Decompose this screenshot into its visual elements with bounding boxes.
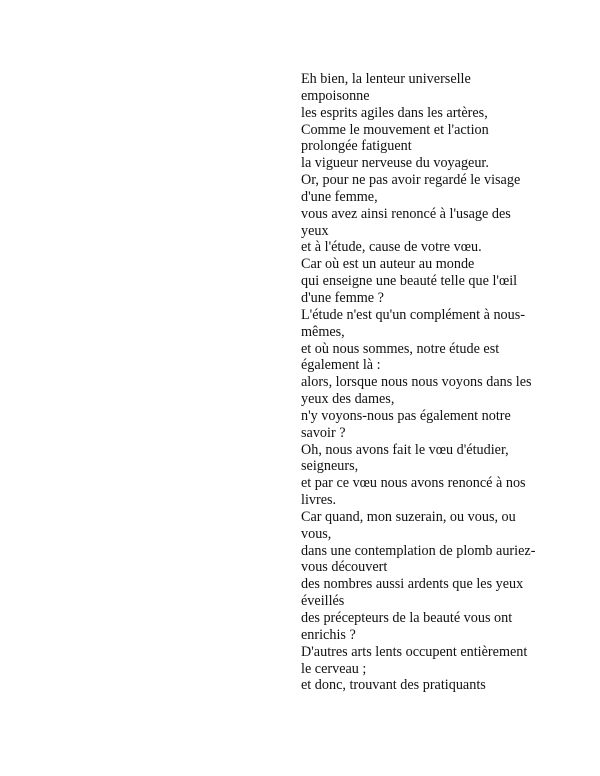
verse-line: la vigueur nerveuse du voyageur. — [301, 155, 489, 172]
verse-line: et à l'étude, cause de votre vœu. — [301, 239, 482, 256]
verse-line: Eh bien, la lenteur universelle empoisonne — [301, 71, 471, 104]
verse-block — [301, 71, 537, 694]
verse-line: vous avez ainsi renoncé à l'usage des yeux — [301, 205, 511, 239]
verse-line: dans une contemplation de plomb auriez-vous découvert — [301, 542, 536, 576]
verse-line: les esprits agiles dans les artères, — [301, 104, 488, 121]
verse-line: des nombres aussi ardents que les yeux éveillés — [301, 576, 524, 610]
verse-line: L'étude n'est qu'un complément à nous-mêmes, — [301, 306, 525, 340]
verse-line: D'autres arts lents occupent entièrement le cerveau ; — [301, 643, 528, 677]
verse-line: alors, lorsque nous nous voyons dans les yeux des dames, — [301, 374, 532, 408]
verse-line: Car où est un auteur au monde — [301, 256, 475, 273]
verse-line: Or, pour ne pas avoir regardé le visage d'une femme, — [301, 172, 521, 205]
verse-line: et par ce vœu nous avons renoncé à nos livres. — [301, 475, 526, 509]
verse-line: et où nous sommes, notre étude est également là : — [301, 340, 500, 374]
verse-line: et donc, trouvant des pratiquants — [301, 677, 486, 694]
verse-line: n'y voyons-nous pas également notre savoir ? — [301, 407, 511, 441]
verse-line: Car quand, mon suzerain, ou vous, ou vous, — [301, 508, 516, 542]
verse-line: Comme le mouvement et l'action prolongée fatiguent — [301, 121, 489, 155]
verse-line: des précepteurs de la beauté vous ont enrichis ? — [301, 610, 513, 643]
verse-line: Oh, nous avons fait le vœu d'étudier, seigneurs, — [301, 441, 509, 475]
verse-line: qui enseigne une beauté telle que l'œil d'une femme ? — [301, 273, 518, 306]
